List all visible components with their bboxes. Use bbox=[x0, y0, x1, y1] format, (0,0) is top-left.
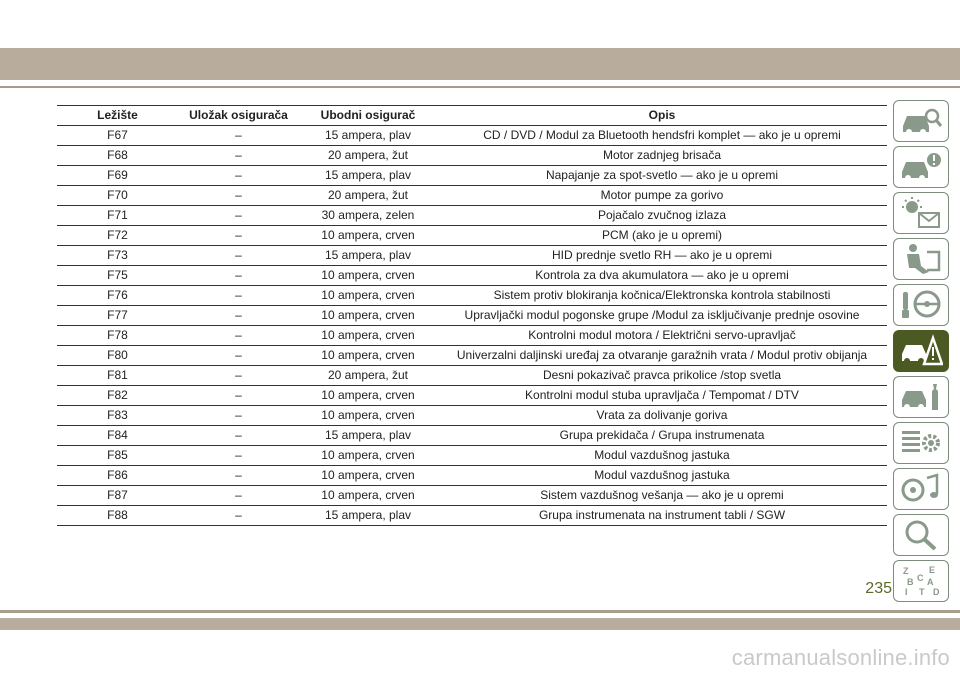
cell-cartridge-fuse: – bbox=[178, 506, 299, 526]
header-rule bbox=[0, 86, 960, 88]
cell-cartridge-fuse: – bbox=[178, 286, 299, 306]
cell-cavity: F76 bbox=[57, 286, 178, 306]
tab-multimedia[interactable] bbox=[893, 468, 949, 510]
cell-mini-fuse: 10 ampera, crven bbox=[299, 226, 437, 246]
tab-service[interactable] bbox=[893, 376, 949, 418]
cell-mini-fuse: 15 ampera, plav bbox=[299, 426, 437, 446]
cell-description: HID prednje svetlo RH — ako je u opremi bbox=[437, 246, 887, 266]
cell-description: Upravljački modul pogonske grupe /Modul za isključivanje prednje osovine bbox=[437, 306, 887, 326]
tab-dashboard-lights[interactable] bbox=[893, 192, 949, 234]
svg-text:D: D bbox=[933, 587, 940, 597]
tab-car-info[interactable] bbox=[893, 146, 949, 188]
tab-specifications[interactable] bbox=[893, 422, 949, 464]
cell-mini-fuse: 10 ampera, crven bbox=[299, 386, 437, 406]
cell-description: Desni pokazivač pravca prikolice /stop svetla bbox=[437, 366, 887, 386]
cell-description: Vrata za dolivanje goriva bbox=[437, 406, 887, 426]
tab-car-search[interactable] bbox=[893, 100, 949, 142]
cell-cavity: F72 bbox=[57, 226, 178, 246]
cell-cavity: F80 bbox=[57, 346, 178, 366]
table-row bbox=[57, 386, 887, 406]
seat-airbag-safety-icon bbox=[899, 242, 943, 276]
table-row bbox=[57, 186, 887, 206]
tab-starting-operating[interactable] bbox=[893, 284, 949, 326]
cell-mini-fuse: 10 ampera, crven bbox=[299, 346, 437, 366]
cell-cavity: F77 bbox=[57, 306, 178, 326]
cell-mini-fuse: 15 ampera, plav bbox=[299, 166, 437, 186]
cell-description: Sistem protiv blokiranja kočnica/Elektronska kontrola stabilnosti bbox=[437, 286, 887, 306]
cell-cartridge-fuse: – bbox=[178, 306, 299, 326]
cell-cavity: F75 bbox=[57, 266, 178, 286]
svg-text:T: T bbox=[919, 587, 925, 597]
cell-cartridge-fuse: – bbox=[178, 246, 299, 266]
cell-cartridge-fuse: – bbox=[178, 486, 299, 506]
cell-mini-fuse: 10 ampera, crven bbox=[299, 306, 437, 326]
footer-band bbox=[0, 618, 960, 630]
cell-mini-fuse: 15 ampera, plav bbox=[299, 506, 437, 526]
cell-description: Motor pumpe za gorivo bbox=[437, 186, 887, 206]
cell-description: Napajanje za spot-svetlo — ako je u opremi bbox=[437, 166, 887, 186]
cell-cartridge-fuse: – bbox=[178, 406, 299, 426]
header-description: Opis bbox=[437, 106, 887, 126]
svg-text:B: B bbox=[907, 577, 914, 587]
cell-mini-fuse: 20 ampera, žut bbox=[299, 186, 437, 206]
cell-description: Modul vazdušnog jastuka bbox=[437, 466, 887, 486]
table-row bbox=[57, 126, 887, 146]
table-row bbox=[57, 206, 887, 226]
tab-language-index[interactable] bbox=[893, 560, 949, 602]
language-index-letters-icon bbox=[899, 564, 943, 598]
cell-cartridge-fuse: – bbox=[178, 146, 299, 166]
table-row bbox=[57, 166, 887, 186]
index-search-icon bbox=[899, 518, 943, 552]
car-warning-emergency-icon bbox=[899, 334, 943, 368]
watermark: carmanualsonline.info bbox=[731, 645, 950, 670]
cell-cartridge-fuse: – bbox=[178, 326, 299, 346]
table-header-row bbox=[57, 106, 887, 126]
cell-cavity: F81 bbox=[57, 366, 178, 386]
cell-cavity: F87 bbox=[57, 486, 178, 506]
multimedia-music-icon bbox=[899, 472, 943, 506]
specifications-gear-icon bbox=[899, 426, 943, 460]
cell-cavity: F70 bbox=[57, 186, 178, 206]
cell-cartridge-fuse: – bbox=[178, 126, 299, 146]
table-row bbox=[57, 286, 887, 306]
cell-description: Modul vazdušnog jastuka bbox=[437, 446, 887, 466]
svg-text:I: I bbox=[905, 587, 908, 597]
car-service-wrench-icon bbox=[899, 380, 943, 414]
cell-description: Kontrolni modul stuba upravljača / Tempomat / DTV bbox=[437, 386, 887, 406]
cell-cartridge-fuse: – bbox=[178, 386, 299, 406]
cell-cavity: F84 bbox=[57, 426, 178, 446]
cell-cavity: F86 bbox=[57, 466, 178, 486]
cell-mini-fuse: 15 ampera, plav bbox=[299, 246, 437, 266]
cell-mini-fuse: 10 ampera, crven bbox=[299, 406, 437, 426]
svg-text:A: A bbox=[927, 577, 934, 587]
car-search-icon bbox=[899, 104, 943, 138]
cell-mini-fuse: 20 ampera, žut bbox=[299, 146, 437, 166]
cell-cartridge-fuse: – bbox=[178, 446, 299, 466]
cell-mini-fuse: 15 ampera, plav bbox=[299, 126, 437, 146]
cell-cartridge-fuse: – bbox=[178, 366, 299, 386]
table-row bbox=[57, 366, 887, 386]
cell-description: Kontrola za dva akumulatora — ako je u opremi bbox=[437, 266, 887, 286]
table-row bbox=[57, 446, 887, 466]
cell-cavity: F83 bbox=[57, 406, 178, 426]
table-row bbox=[57, 426, 887, 446]
cell-description: CD / DVD / Modul za Bluetooth hendsfri komplet — ako je u opremi bbox=[437, 126, 887, 146]
cell-cartridge-fuse: – bbox=[178, 206, 299, 226]
cell-description: Grupa instrumenata na instrument tabli / SGW bbox=[437, 506, 887, 526]
cell-mini-fuse: 30 ampera, zelen bbox=[299, 206, 437, 226]
table-row bbox=[57, 266, 887, 286]
cell-cartridge-fuse: – bbox=[178, 166, 299, 186]
page-number: 235 bbox=[865, 580, 892, 597]
cell-mini-fuse: 10 ampera, crven bbox=[299, 486, 437, 506]
header-cavity: Ležište bbox=[57, 106, 178, 126]
cell-cartridge-fuse: – bbox=[178, 186, 299, 206]
table-row bbox=[57, 466, 887, 486]
cell-cavity: F78 bbox=[57, 326, 178, 346]
cell-description: Kontrolni modul motora / Električni servo-upravljač bbox=[437, 326, 887, 346]
table-row bbox=[57, 306, 887, 326]
cell-cavity: F88 bbox=[57, 506, 178, 526]
cell-mini-fuse: 10 ampera, crven bbox=[299, 466, 437, 486]
cell-mini-fuse: 20 ampera, žut bbox=[299, 366, 437, 386]
cell-description: Motor zadnjeg brisača bbox=[437, 146, 887, 166]
header-band bbox=[0, 48, 960, 80]
cell-description: Pojačalo zvučnog izlaza bbox=[437, 206, 887, 226]
cell-description: PCM (ako je u opremi) bbox=[437, 226, 887, 246]
svg-text:E: E bbox=[929, 565, 936, 575]
header-mini-fuse: Ubodni osigurač bbox=[299, 106, 437, 126]
table-row bbox=[57, 146, 887, 166]
cell-cavity: F73 bbox=[57, 246, 178, 266]
cell-cartridge-fuse: – bbox=[178, 346, 299, 366]
table-row bbox=[57, 226, 887, 246]
tab-emergency[interactable] bbox=[893, 330, 949, 372]
cell-mini-fuse: 10 ampera, crven bbox=[299, 286, 437, 306]
cell-description: Grupa prekidača / Grupa instrumenata bbox=[437, 426, 887, 446]
cell-description: Univerzalni daljinski uređaj za otvaranje garažnih vrata / Modul protiv obijanja bbox=[437, 346, 887, 366]
cell-cavity: F85 bbox=[57, 446, 178, 466]
table-row bbox=[57, 506, 887, 526]
dashboard-lights-message-icon bbox=[899, 196, 943, 230]
cell-mini-fuse: 10 ampera, crven bbox=[299, 266, 437, 286]
svg-text:C: C bbox=[917, 573, 924, 583]
cell-mini-fuse: 10 ampera, crven bbox=[299, 446, 437, 466]
cell-description: Sistem vazdušnog vešanja — ako je u opremi bbox=[437, 486, 887, 506]
footer-rule bbox=[0, 610, 960, 613]
table-row bbox=[57, 486, 887, 506]
cell-cavity: F69 bbox=[57, 166, 178, 186]
fuse-table bbox=[57, 105, 887, 526]
cell-cavity: F67 bbox=[57, 126, 178, 146]
tab-safety[interactable] bbox=[893, 238, 949, 280]
header-cartridge-fuse: Uložak osigurača bbox=[178, 106, 299, 126]
table-row bbox=[57, 326, 887, 346]
table-row bbox=[57, 346, 887, 366]
cell-cartridge-fuse: – bbox=[178, 266, 299, 286]
svg-text:Z: Z bbox=[903, 566, 909, 576]
cell-cartridge-fuse: – bbox=[178, 426, 299, 446]
tab-index-search[interactable] bbox=[893, 514, 949, 556]
cell-cavity: F82 bbox=[57, 386, 178, 406]
cell-cavity: F71 bbox=[57, 206, 178, 226]
table-row bbox=[57, 406, 887, 426]
cell-mini-fuse: 10 ampera, crven bbox=[299, 326, 437, 346]
car-info-icon bbox=[899, 150, 943, 184]
cell-cartridge-fuse: – bbox=[178, 226, 299, 246]
cell-cartridge-fuse: – bbox=[178, 466, 299, 486]
steering-key-icon bbox=[899, 288, 943, 322]
table-row bbox=[57, 246, 887, 266]
cell-cavity: F68 bbox=[57, 146, 178, 166]
